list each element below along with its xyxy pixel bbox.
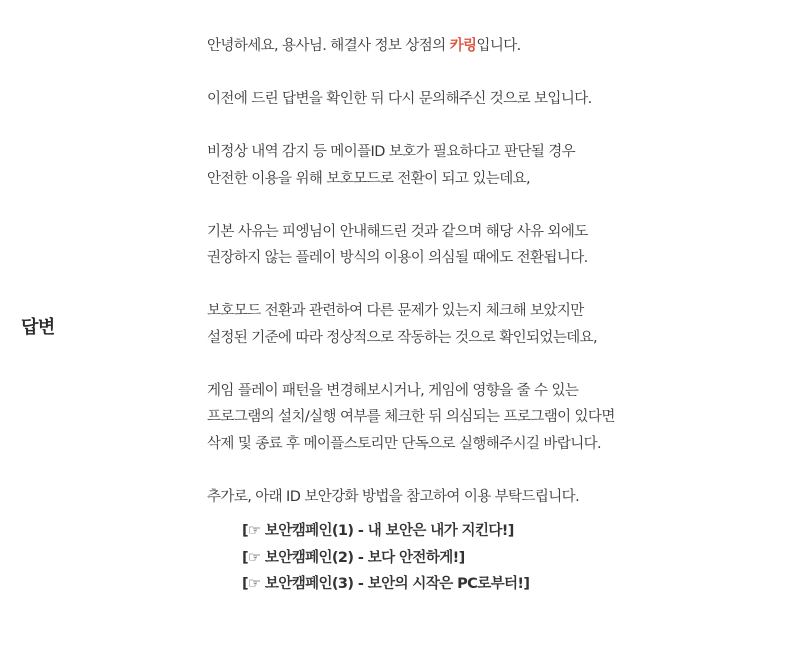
security-campaign-link-3[interactable]: [☞ 보안캠페인(3) - 보안의 시작은 PC로부터!] — [242, 576, 530, 592]
paragraph-line: 비정상 내역 감지 등 메이플ID 보호가 필요하다고 판단될 경우 — [207, 144, 576, 160]
greeting-line — [207, 33, 787, 60]
answer-body — [207, 33, 787, 598]
paragraph-line: 권장하지 않는 플레이 방식의 이용이 의심될 때에도 전환됩니다. — [207, 250, 588, 266]
security-campaign-links — [242, 518, 787, 598]
greeting-suffix: 입니다. — [476, 38, 521, 54]
paragraph-line: 설정된 기준에 따라 정상적으로 작동하는 것으로 확인되었는데요, — [207, 329, 598, 346]
paragraph-line: 안전한 이용을 위해 보호모드로 전환이 되고 있는데요, — [207, 170, 531, 187]
paragraph-line: 이전에 드린 답변을 확인한 뒤 다시 문의해주신 것으로 보입니다. — [207, 91, 592, 107]
security-campaign-link-2[interactable]: [☞ 보안캠페인(2) - 보다 안전하게!] — [242, 549, 465, 566]
paragraph-line: 추가로, 아래 ID 보안강화 방법을 참고하여 이용 부탁드립니다. — [207, 488, 580, 505]
answer-label: 답변 — [21, 317, 55, 338]
npc-name: 카링 — [449, 38, 477, 54]
paragraph-line: 기본 사유는 피엥님이 안내해드린 것과 같으며 해당 사유 외에도 — [207, 223, 588, 240]
paragraph-line: 삭제 및 종료 후 메이플스토리만 단독으로 실행해주시길 바랍니다. — [207, 435, 602, 452]
security-campaign-link-1[interactable]: [☞ 보안캠페인(1) - 내 보안은 내가 지킨다!] — [242, 523, 514, 539]
greeting-text: 안녕하세요, 용사님. 해결사 정보 상점의 — [207, 38, 450, 54]
paragraph-line: 게임 플레이 패턴을 변경해보시거나, 게임에 영향을 줄 수 있는 — [207, 382, 579, 399]
paragraph-line: 프로그램의 설치/실행 여부를 체크한 뒤 의심되는 프로그램이 있다면 — [207, 409, 615, 425]
paragraph-line: 보호모드 전환과 관련하여 다른 문제가 있는지 체크해 보았지만 — [207, 303, 584, 319]
